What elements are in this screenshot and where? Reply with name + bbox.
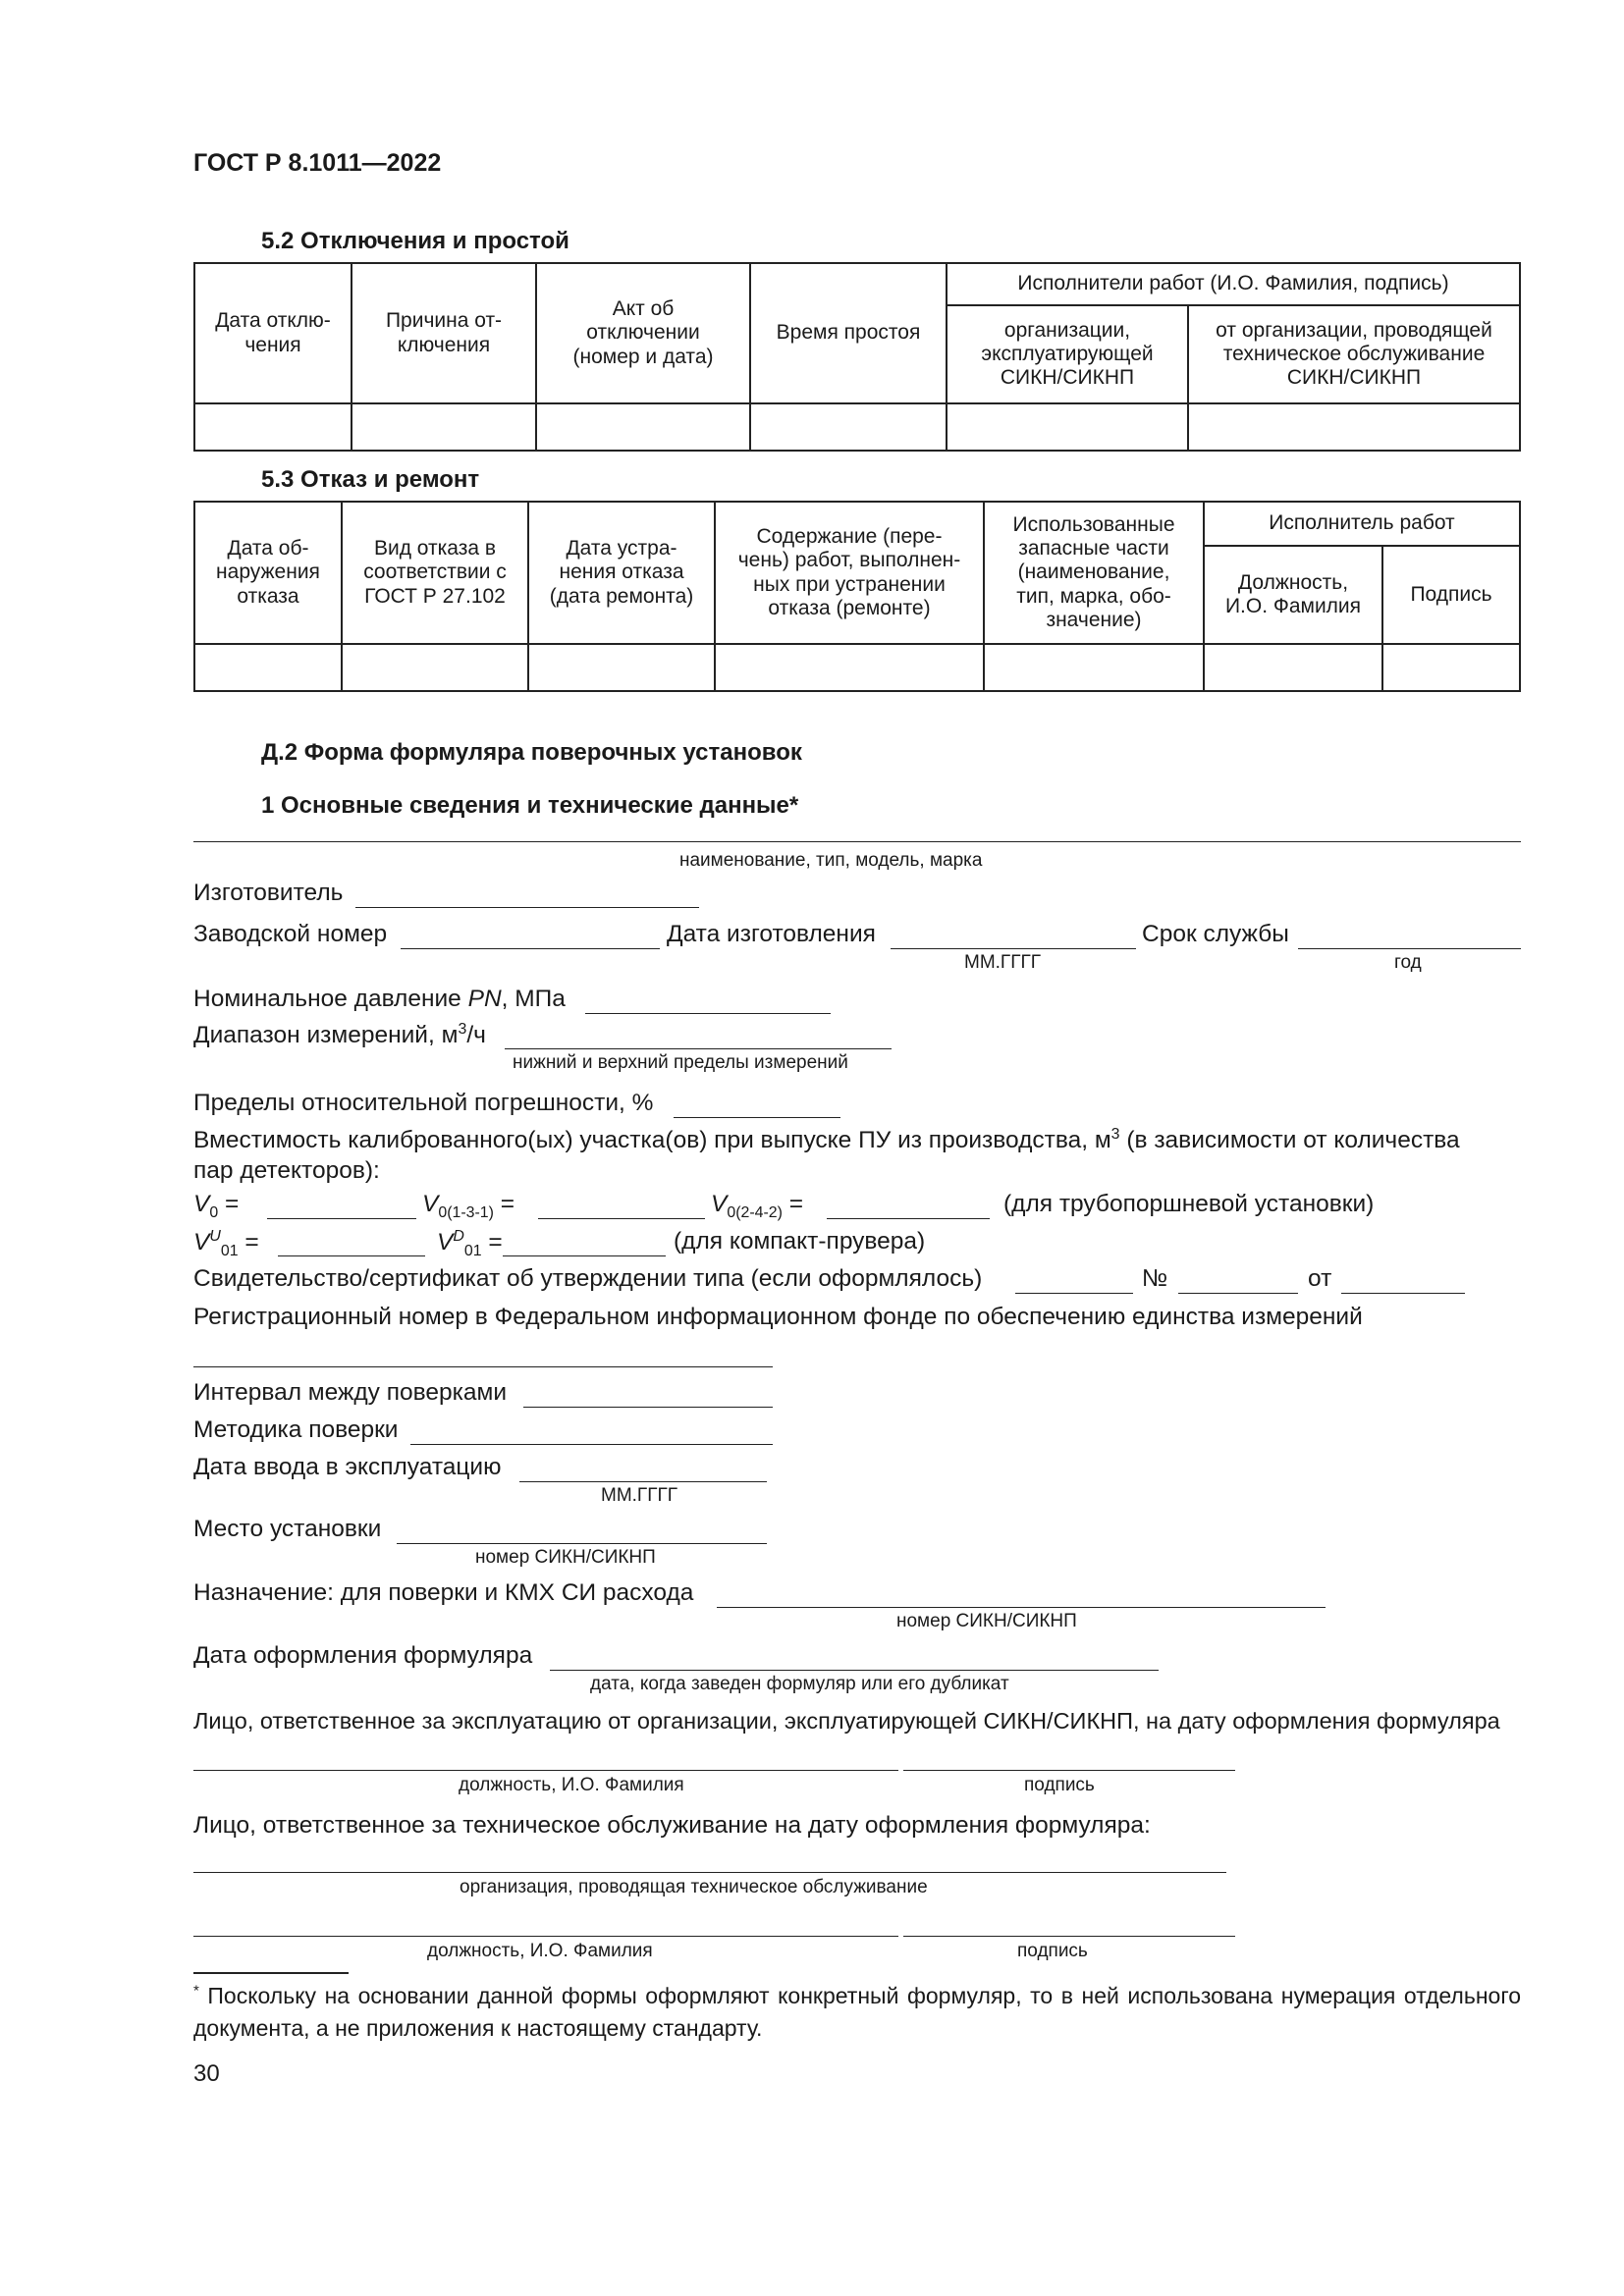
location-label: Место установки bbox=[193, 1516, 382, 1542]
registration-field[interactable] bbox=[193, 1366, 773, 1367]
capacity-label: Вместимость калиброванного(ых) участка(ов) при выпуске ПУ из производства, $м^3$ (в зависимости от количества bbox=[193, 1126, 1460, 1154]
v0-131-label: $V_{0(1-3-1)}$ = bbox=[422, 1191, 515, 1221]
form-date-field[interactable] bbox=[550, 1670, 1159, 1671]
col-work-content: Содержание (пере- чень) работ, выполнен- ных при устранении отказа (ремонте) bbox=[715, 502, 984, 644]
outages-table bbox=[193, 262, 1521, 452]
service-org-hint: организация, проводящая техническое обслуживание bbox=[460, 1877, 928, 1897]
responsible-op-position-hint: должность, И.О. Фамилия bbox=[459, 1775, 684, 1795]
certificate-date-field[interactable] bbox=[1341, 1293, 1465, 1294]
measurement-range-field[interactable] bbox=[505, 1048, 892, 1049]
interval-field[interactable] bbox=[523, 1407, 773, 1408]
measurement-range-label: Диапазон измерений, $м^3/ч$ bbox=[193, 1021, 486, 1049]
col-org-operating: организации, эксплуатирующей СИКН/СИКНП bbox=[947, 305, 1188, 403]
manufacture-date-field[interactable] bbox=[891, 948, 1136, 949]
certificate-date-label: от bbox=[1308, 1265, 1332, 1292]
subsection-1-title: 1 Основные сведения и технические данные* bbox=[261, 792, 799, 819]
responsible-service-signature-hint: подпись bbox=[1017, 1941, 1088, 1961]
footnote-mark: * bbox=[193, 1982, 199, 2000]
v0-label: $V_0$ = bbox=[193, 1191, 240, 1221]
col-performer: Исполнитель работ bbox=[1204, 502, 1520, 546]
manufacturer-field[interactable] bbox=[355, 907, 699, 908]
col-org-service: от организации, проводящей техническое обслуживание СИКН/СИКНП bbox=[1188, 305, 1520, 403]
service-life-hint: год bbox=[1394, 952, 1422, 973]
responsible-service-position-hint: должность, И.О. Фамилия bbox=[427, 1941, 653, 1961]
v01d-label: $V^D_{01}$ = bbox=[437, 1228, 503, 1260]
col-position-name: Должность, И.О. Фамилия bbox=[1204, 546, 1382, 644]
v0-242-label: $V_{0(2-4-2)}$ = bbox=[711, 1191, 804, 1221]
col-failure-type: Вид отказа в соответствии с ГОСТ Р 27.102 bbox=[342, 502, 528, 644]
name-field-hint: наименование, тип, модель, марка bbox=[679, 850, 983, 871]
col-spare-parts: Использованные запасные части (наименование, тип, марка, обо- значение) bbox=[984, 502, 1204, 644]
certificate-number-label: № bbox=[1142, 1265, 1168, 1292]
method-field[interactable] bbox=[410, 1444, 773, 1445]
col-performers: Исполнители работ (И.О. Фамилия, подпись) bbox=[947, 263, 1520, 305]
commission-date-field[interactable] bbox=[519, 1481, 767, 1482]
failures-table bbox=[193, 501, 1521, 692]
section-5-3-title: 5.3 Отказ и ремонт bbox=[261, 466, 480, 493]
location-hint: номер СИКН/СИКНП bbox=[475, 1547, 656, 1568]
error-limits-field[interactable] bbox=[674, 1117, 840, 1118]
col-signature: Подпись bbox=[1382, 546, 1520, 644]
nominal-pressure-label: Номинальное давление PN, МПа bbox=[193, 986, 566, 1012]
service-org-field[interactable] bbox=[193, 1872, 1226, 1873]
outages-empty-row bbox=[194, 403, 1520, 451]
interval-label: Интервал между поверками bbox=[193, 1379, 508, 1406]
certificate-number-field[interactable] bbox=[1178, 1293, 1298, 1294]
registration-label: Регистрационный номер в Федеральном информационном фонде по обеспечению единства измерений bbox=[193, 1304, 1363, 1330]
pipe-prover-note: (для трубопоршневой установки) bbox=[1003, 1191, 1375, 1217]
purpose-hint: номер СИКН/СИКНП bbox=[896, 1611, 1077, 1631]
responsible-service-signature-field[interactable] bbox=[903, 1936, 1235, 1937]
manufacturer-label: Изготовитель bbox=[193, 880, 344, 906]
form-date-label: Дата оформления формуляра bbox=[193, 1642, 533, 1669]
v0-field[interactable] bbox=[267, 1218, 416, 1219]
method-label: Методика поверки bbox=[193, 1416, 399, 1443]
col-outage-reason: Причина от- ключения bbox=[352, 263, 536, 403]
certificate-field[interactable] bbox=[1015, 1293, 1133, 1294]
commission-date-hint: ММ.ГГГГ bbox=[601, 1485, 678, 1506]
responsible-op-signature-field[interactable] bbox=[903, 1770, 1235, 1771]
name-field-line[interactable] bbox=[193, 841, 1521, 842]
v01u-label: $V^U_{01}$ = bbox=[193, 1228, 259, 1260]
responsible-op-signature-hint: подпись bbox=[1024, 1775, 1095, 1795]
appendix-d2-title: Д.2 Форма формуляра поверочных установок bbox=[261, 739, 802, 766]
nominal-pressure-field[interactable] bbox=[585, 1013, 831, 1014]
section-5-2-title: 5.2 Отключения и простой bbox=[261, 228, 569, 254]
responsible-operation-label: Лицо, ответственное за эксплуатацию от организации, эксплуатирующей СИКН/СИКНП, на дату оформления формуляра bbox=[193, 1708, 1500, 1734]
error-limits-label: Пределы относительной погрешности, % bbox=[193, 1090, 654, 1116]
col-detect-date: Дата об- наружения отказа bbox=[194, 502, 342, 644]
document-code: ГОСТ Р 8.1011—2022 bbox=[193, 149, 442, 177]
page-number: 30 bbox=[193, 2060, 220, 2087]
col-downtime: Время простоя bbox=[750, 263, 947, 403]
col-fix-date: Дата устра- нения отказа (дата ремонта) bbox=[528, 502, 715, 644]
responsible-service-label: Лицо, ответственное за техническое обслуживание на дату оформления формуляра: bbox=[193, 1812, 1151, 1839]
service-life-field[interactable] bbox=[1298, 948, 1521, 949]
purpose-field[interactable] bbox=[717, 1607, 1326, 1608]
footnote bbox=[193, 1980, 1521, 2046]
v01d-field[interactable] bbox=[503, 1255, 666, 1256]
v0-131-field[interactable] bbox=[538, 1218, 705, 1219]
purpose-label: Назначение: для поверки и КМХ СИ расхода bbox=[193, 1579, 694, 1606]
capacity-label-cont: пар детекторов): bbox=[193, 1157, 380, 1184]
form-date-hint: дата, когда заведен формуляр или его дубликат bbox=[590, 1674, 1009, 1694]
footnote-separator bbox=[193, 1972, 349, 1974]
failures-empty-row bbox=[194, 644, 1520, 691]
responsible-service-position-field[interactable] bbox=[193, 1936, 898, 1937]
col-outage-act: Акт об отключении (номер и дата) bbox=[536, 263, 750, 403]
serial-number-label: Заводской номер bbox=[193, 921, 388, 947]
service-life-label: Срок службы bbox=[1142, 921, 1289, 947]
v01u-field[interactable] bbox=[278, 1255, 425, 1256]
certificate-label: Свидетельство/сертификат об утверждении типа (если оформлялось) bbox=[193, 1265, 983, 1292]
footnote-text: Поскольку на основании данной формы оформляют конкретный формуляр, то в ней использована нумерация отдельного документа, а не приложения к настоящему стандарту. bbox=[193, 1983, 1521, 2042]
compact-prover-note: (для компакт-прувера) bbox=[674, 1228, 926, 1255]
col-outage-date: Дата отклю- чения bbox=[194, 263, 352, 403]
responsible-op-position-field[interactable] bbox=[193, 1770, 898, 1771]
location-field[interactable] bbox=[397, 1543, 767, 1544]
manufacture-date-hint: ММ.ГГГГ bbox=[964, 952, 1042, 973]
serial-number-field[interactable] bbox=[401, 948, 660, 949]
commission-date-label: Дата ввода в эксплуатацию bbox=[193, 1454, 502, 1480]
v0-242-field[interactable] bbox=[827, 1218, 990, 1219]
manufacture-date-label: Дата изготовления bbox=[667, 921, 876, 947]
measurement-range-hint: нижний и верхний пределы измерений bbox=[513, 1052, 848, 1073]
